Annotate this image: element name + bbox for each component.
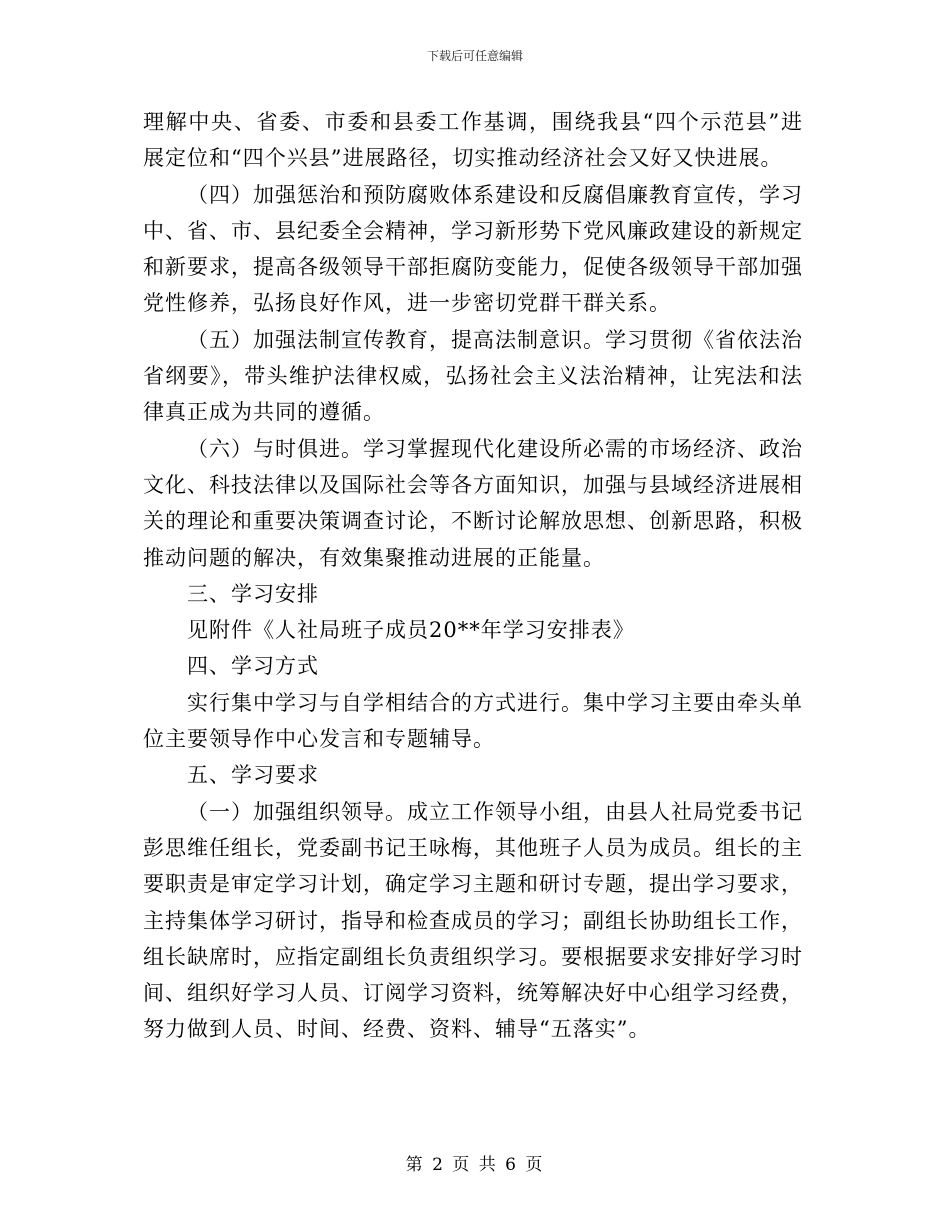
paragraph: （六）与时俱进。学习掌握现代化建设所必需的市场经济、政治文化、科技法律以及国际社会等各方面知识，加强与县域经济进展相关的理论和重要决策调查讨论，不断讨论解放思想、创新思路，积极推动问题的解决，有效集聚推动进展的正能量。 <box>143 436 803 570</box>
page-header: 下载后可任意编辑 <box>426 49 523 63</box>
paragraph: （四）加强惩治和预防腐败体系建设和反腐倡廉教育宣传，学习中、省、市、县纪委全会精神，学习新形势下党风廉政建设的新规定和新要求，提高各级领导干部拒腐防变能力，促使各级领导干部加强党性修养，弘扬良好作风，进一步密切党群干群关系。 <box>143 182 803 316</box>
section-heading: 三、学习安排 <box>187 581 319 606</box>
paragraph: 见附件《人社局班子成员20**年学习安排表》 <box>187 618 635 643</box>
paragraph: 实行集中学习与自学相结合的方式进行。集中学习主要由牵头单位主要领导作中心发言和专题辅导。 <box>143 690 803 752</box>
section-heading: 五、学习要求 <box>187 763 319 788</box>
section-heading: 四、学习方式 <box>187 654 319 679</box>
paragraph: （一）加强组织领导。成立工作领导小组，由县人社局党委书记彭思维任组长，党委副书记王咏梅，其他班子人员为成员。组长的主要职责是审定学习计划，确定学习主题和研讨专题，提出学习要求，主持集体学习研讨，指导和检查成员的学习；副组长协助组长工作，组长缺席时，应指定副组长负责组织学习。要根据要求安排好学习时间、组织好学习人员、订阅学习资料，统筹解决好中心组学习经费，努力做到人员、时间、经费、资料、辅导“五落实”。 <box>143 799 803 1042</box>
page-footer: 第 2 页 共 6 页 <box>405 1155 545 1175</box>
paragraph: （五）加强法制宣传教育，提高法制意识。学习贯彻《省依法治省纲要》，带头维护法律权威，弘扬社会主义法治精神，让宪法和法律真正成为共同的遵循。 <box>143 327 803 425</box>
paragraph: 理解中央、省委、市委和县委工作基调，围绕我县“四个示范县”进展定位和“四个兴县”进展路径，切实推动经济社会又好又快进展。 <box>143 110 803 171</box>
document-body <box>143 104 803 1048</box>
